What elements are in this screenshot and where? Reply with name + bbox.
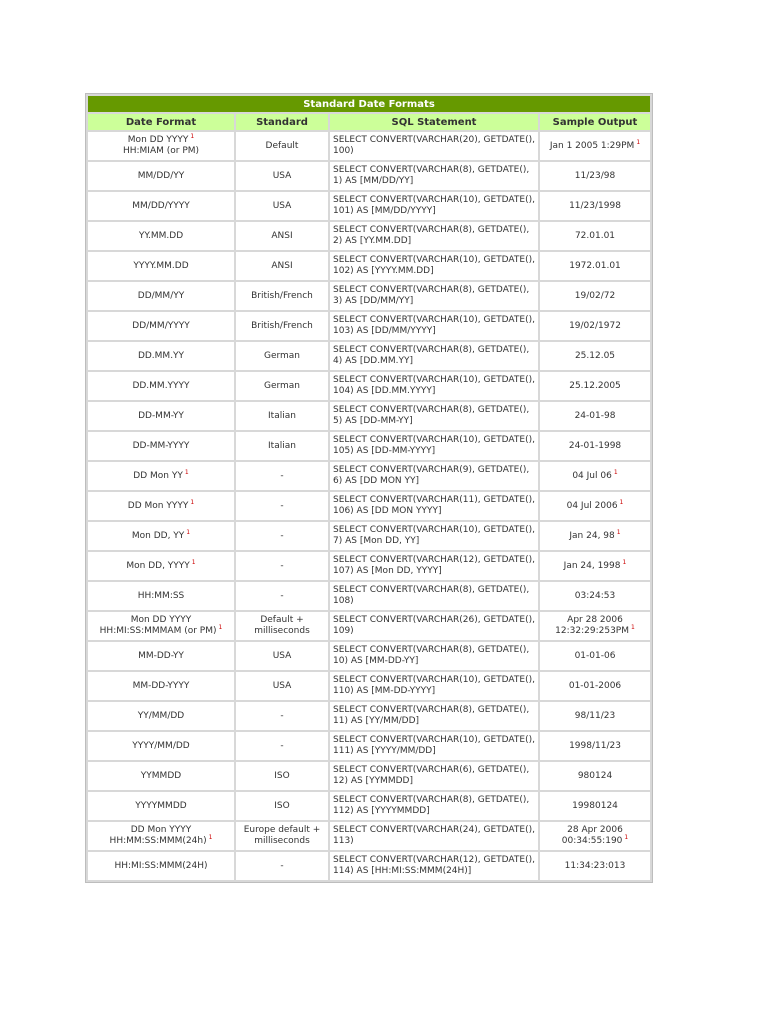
cell-sql-statement: SELECT CONVERT(VARCHAR(10), GETDATE(), 111) AS [YYYY/MM/DD]: [330, 732, 538, 760]
table-row: [88, 312, 650, 340]
sample-output-text: 980124: [577, 770, 613, 781]
cell-sql-statement: SELECT CONVERT(VARCHAR(10), GETDATE(), 101) AS [MM/DD/YYYY]: [330, 192, 538, 220]
standard-text: USA: [272, 650, 292, 661]
cell-sample-output: [540, 732, 650, 760]
cell-sql-statement: SELECT CONVERT(VARCHAR(6), GETDATE(), 12) AS [YYMMDD]: [330, 762, 538, 790]
cell-sample-output: [540, 642, 650, 670]
table-row: [88, 582, 650, 610]
table-row: [88, 612, 650, 640]
date-format-text: YYMMDD: [140, 770, 182, 781]
footnote-marker: 1: [190, 133, 195, 140]
cell-standard: [236, 642, 328, 670]
sample-output-line: [543, 411, 647, 422]
date-format-line: [91, 351, 231, 362]
date-format-text: HH:MI:SS:MMMAM (or PM): [99, 626, 217, 636]
cell-sample-output: [540, 822, 650, 850]
cell-sql-statement: SELECT CONVERT(VARCHAR(10), GETDATE(), 103) AS [DD/MM/YYYY]: [330, 312, 538, 340]
cell-sql-statement: SELECT CONVERT(VARCHAR(8), GETDATE(), 1) AS [MM/DD/YY]: [330, 162, 538, 190]
cell-sample-output: [540, 252, 650, 280]
sample-output-text: 25.12.2005: [569, 380, 621, 391]
date-format-line: [91, 291, 231, 302]
date-format-text: YYYYMMDD: [135, 800, 187, 811]
cell-standard: [236, 522, 328, 550]
cell-standard: [236, 762, 328, 790]
sample-output-line: [543, 626, 647, 637]
cell-date-format: [88, 852, 234, 880]
cell-sql-statement: SELECT CONVERT(VARCHAR(24), GETDATE(), 113): [330, 822, 538, 850]
cell-date-format: [88, 402, 234, 430]
cell-date-format: [88, 702, 234, 730]
date-formats-table: [85, 93, 653, 883]
standard-text: -: [280, 710, 284, 721]
sample-output-text: 11/23/1998: [569, 200, 621, 211]
date-format-text: DD.MM.YYYY: [132, 380, 190, 391]
cell-standard: [236, 582, 328, 610]
cell-sql-statement: SELECT CONVERT(VARCHAR(8), GETDATE(), 112) AS [YYYYMMDD]: [330, 792, 538, 820]
table-row: [88, 252, 650, 280]
date-format-line: [91, 615, 231, 626]
standard-text: USA: [272, 170, 292, 181]
standard-text: ISO: [274, 770, 290, 781]
standard-text: Europe default +: [243, 825, 321, 835]
sample-output-text: Jan 24, 98: [569, 530, 615, 541]
cell-standard: [236, 222, 328, 250]
standard-text: -: [280, 740, 284, 751]
date-format-line: [91, 498, 231, 512]
date-format-line: [91, 146, 231, 157]
standard-text: German: [263, 380, 301, 391]
standard-text: -: [280, 560, 284, 571]
cell-standard: [236, 252, 328, 280]
date-format-line: [91, 201, 231, 212]
cell-standard: [236, 702, 328, 730]
cell-sample-output: [540, 582, 650, 610]
sample-output-line: [543, 351, 647, 362]
date-format-line: [91, 261, 231, 272]
footnote-marker: 1: [622, 558, 627, 566]
cell-date-format: [88, 252, 234, 280]
table-row: [88, 372, 650, 400]
cell-sql-statement: SELECT CONVERT(VARCHAR(8), GETDATE(), 3) AS [DD/MM/YY]: [330, 282, 538, 310]
cell-sample-output: [540, 402, 650, 430]
sample-output-line: [543, 771, 647, 782]
table-row: [88, 852, 650, 880]
table-row: [88, 432, 650, 460]
cell-standard: [236, 852, 328, 880]
cell-date-format: [88, 522, 234, 550]
sample-output-text: 11:34:23:013: [564, 860, 626, 871]
sample-output-text: 72.01.01: [574, 230, 616, 241]
cell-sample-output: [540, 522, 650, 550]
sample-output-line: [543, 836, 647, 847]
footnote-marker: 1: [624, 834, 629, 841]
footnote-marker: 1: [616, 528, 621, 536]
footnote-marker: 1: [208, 834, 213, 841]
sample-output-line: [543, 261, 647, 272]
standard-text: -: [280, 590, 284, 601]
standard-text: ANSI: [271, 260, 293, 271]
cell-standard: [236, 672, 328, 700]
sample-output-text: 11/23/98: [574, 170, 616, 181]
cell-sample-output: [540, 492, 650, 520]
footnote-marker: 1: [190, 498, 195, 506]
date-format-line: [91, 836, 231, 847]
cell-standard: [236, 372, 328, 400]
date-format-text: MM/DD/YY: [137, 170, 185, 181]
date-format-text: YYYY.MM.DD: [133, 260, 189, 271]
sample-output-line: [543, 651, 647, 662]
cell-date-format: [88, 372, 234, 400]
cell-standard: [236, 822, 328, 850]
standard-text: USA: [272, 200, 292, 211]
cell-sql-statement: SELECT CONVERT(VARCHAR(12), GETDATE(), 114) AS [HH:MI:SS:MMM(24H)]: [330, 852, 538, 880]
date-format-line: [91, 558, 231, 572]
cell-standard: [236, 282, 328, 310]
sample-output-line: [543, 528, 647, 542]
cell-date-format: [88, 642, 234, 670]
sample-output-text: 1972.01.01: [569, 260, 621, 271]
table-row: [88, 552, 650, 580]
table-row: [88, 162, 650, 190]
cell-date-format: [88, 282, 234, 310]
cell-sample-output: [540, 312, 650, 340]
sample-output-text: 24-01-98: [574, 410, 616, 421]
table-row: [88, 282, 650, 310]
cell-sql-statement: SELECT CONVERT(VARCHAR(8), GETDATE(), 108): [330, 582, 538, 610]
standard-text: British/French: [251, 290, 313, 301]
table-row: [88, 672, 650, 700]
cell-date-format: [88, 762, 234, 790]
date-format-text: HH:MIAM (or PM): [122, 146, 200, 156]
cell-sql-statement: SELECT CONVERT(VARCHAR(8), GETDATE(), 2) AS [YY.MM.DD]: [330, 222, 538, 250]
footnote-marker: 1: [191, 558, 196, 566]
date-format-line: [91, 711, 231, 722]
footnote-marker: 1: [218, 624, 223, 631]
standard-text: -: [280, 470, 284, 481]
cell-date-format: [88, 552, 234, 580]
cell-sample-output: [540, 372, 650, 400]
cell-date-format: [88, 672, 234, 700]
table-title: Standard Date Formats: [88, 96, 650, 112]
date-format-text: DD-MM-YY: [138, 410, 184, 421]
date-format-line: [91, 626, 231, 637]
cell-sql-statement: SELECT CONVERT(VARCHAR(26), GETDATE(), 109): [330, 612, 538, 640]
footnote-marker: 1: [613, 468, 618, 476]
cell-sql-statement: SELECT CONVERT(VARCHAR(20), GETDATE(), 100): [330, 132, 538, 160]
sample-output-text: Jan 1 2005 1:29PM: [549, 140, 635, 151]
date-format-text: MM-DD-YYYY: [132, 680, 190, 691]
sample-output-text: 04 Jul 06: [572, 470, 612, 481]
date-format-text: DD Mon YYYY: [130, 825, 192, 835]
cell-sample-output: [540, 552, 650, 580]
sample-output-line: [543, 231, 647, 242]
cell-standard: [236, 162, 328, 190]
sample-output-line: [543, 321, 647, 332]
sample-output-line: [543, 201, 647, 212]
cell-standard: [236, 312, 328, 340]
date-format-line: [91, 591, 231, 602]
cell-sql-statement: SELECT CONVERT(VARCHAR(10), GETDATE(), 7) AS [Mon DD, YY]: [330, 522, 538, 550]
date-format-line: [91, 411, 231, 422]
sample-output-text: 25.12.05: [574, 350, 616, 361]
date-formats-table-container: [85, 93, 651, 883]
sample-output-text: 98/11/23: [574, 710, 616, 721]
cell-sql-statement: SELECT CONVERT(VARCHAR(9), GETDATE(), 6) AS [DD MON YY]: [330, 462, 538, 490]
cell-sample-output: [540, 342, 650, 370]
date-format-text: YYYY/MM/DD: [132, 740, 190, 751]
table-body: [88, 132, 650, 880]
table-row: [88, 132, 650, 160]
cell-date-format: [88, 462, 234, 490]
sample-output-line: [543, 591, 647, 602]
standard-text: USA: [272, 680, 292, 691]
table-row: [88, 762, 650, 790]
date-format-line: [91, 468, 231, 482]
standard-text: ANSI: [271, 230, 293, 241]
cell-date-format: [88, 222, 234, 250]
cell-standard: [236, 402, 328, 430]
table-row: [88, 822, 650, 850]
cell-date-format: [88, 432, 234, 460]
cell-sql-statement: SELECT CONVERT(VARCHAR(8), GETDATE(), 4) AS [DD.MM.YY]: [330, 342, 538, 370]
header-standard: Standard: [236, 114, 328, 130]
date-format-line: [91, 651, 231, 662]
sample-output-text: 01-01-2006: [568, 680, 622, 691]
sample-output-line: [543, 825, 647, 836]
date-format-text: YY.MM.DD: [138, 230, 184, 241]
cell-date-format: [88, 582, 234, 610]
cell-sample-output: [540, 432, 650, 460]
standard-text: Default +: [260, 615, 304, 625]
date-format-text: MM/DD/YYYY: [132, 200, 190, 211]
date-format-line: [91, 741, 231, 752]
standard-text: milliseconds: [254, 836, 310, 846]
standard-text: Italian: [268, 440, 296, 451]
table-row: [88, 462, 650, 490]
standard-text: German: [263, 350, 301, 361]
cell-sql-statement: SELECT CONVERT(VARCHAR(8), GETDATE(), 10) AS [MM-DD-YY]: [330, 642, 538, 670]
date-format-text: DD/MM/YYYY: [132, 320, 190, 331]
date-format-line: [91, 321, 231, 332]
sample-output-text: 19/02/72: [574, 290, 616, 301]
cell-standard: [236, 432, 328, 460]
cell-sample-output: [540, 192, 650, 220]
sample-output-text: 19/02/1972: [569, 320, 621, 331]
table-row: [88, 642, 650, 670]
header-sample-output: Sample Output: [540, 114, 650, 130]
sample-output-line: [543, 498, 647, 512]
sample-output-line: [543, 291, 647, 302]
date-format-line: [91, 801, 231, 812]
table-row: [88, 492, 650, 520]
standard-text: British/French: [251, 320, 313, 331]
date-format-text: DD.MM.YY: [137, 350, 185, 361]
standard-text: Default: [265, 140, 299, 151]
standard-text: ISO: [274, 800, 290, 811]
cell-sample-output: [540, 162, 650, 190]
cell-sample-output: [540, 702, 650, 730]
cell-sql-statement: SELECT CONVERT(VARCHAR(10), GETDATE(), 105) AS [DD-MM-YYYY]: [330, 432, 538, 460]
cell-sample-output: [540, 612, 650, 640]
date-format-line: [91, 861, 231, 872]
date-format-line: [91, 681, 231, 692]
sample-output-line: [543, 801, 647, 812]
cell-sql-statement: SELECT CONVERT(VARCHAR(8), GETDATE(), 11) AS [YY/MM/DD]: [330, 702, 538, 730]
standard-text: -: [280, 500, 284, 511]
sample-output-text: 03:24:53: [574, 590, 616, 601]
cell-date-format: [88, 732, 234, 760]
cell-sql-statement: SELECT CONVERT(VARCHAR(10), GETDATE(), 102) AS [YYYY.MM.DD]: [330, 252, 538, 280]
footnote-marker: 1: [184, 468, 189, 476]
cell-sample-output: [540, 222, 650, 250]
cell-standard: [236, 492, 328, 520]
cell-date-format: [88, 822, 234, 850]
standard-text: -: [280, 530, 284, 541]
table-row: [88, 342, 650, 370]
table-row: [88, 192, 650, 220]
sample-output-line: [543, 171, 647, 182]
date-format-line: [91, 171, 231, 182]
cell-standard: [236, 132, 328, 160]
date-format-line: [91, 441, 231, 452]
table-row: [88, 522, 650, 550]
date-format-text: DD-MM-YYYY: [132, 440, 190, 451]
date-format-text: HH:MM:SS: [137, 590, 185, 601]
cell-standard: [236, 792, 328, 820]
sample-output-line: [543, 711, 647, 722]
sample-output-text: Jan 24, 1998: [563, 560, 621, 571]
cell-sample-output: [540, 792, 650, 820]
date-format-line: [91, 381, 231, 392]
standard-text: -: [280, 860, 284, 871]
date-format-text: Mon DD YYYY: [127, 135, 189, 145]
cell-standard: [236, 732, 328, 760]
cell-standard: [236, 192, 328, 220]
sample-output-text: 01-01-06: [574, 650, 616, 661]
header-sql-statement: SQL Statement: [330, 114, 538, 130]
sample-output-text: 19980124: [572, 800, 618, 811]
cell-sample-output: [540, 282, 650, 310]
sample-output-text: 04 Jul 2006: [566, 500, 618, 511]
footnote-marker: 1: [631, 624, 635, 631]
sample-output-line: [543, 468, 647, 482]
sample-output-text: 24-01-1998: [568, 440, 622, 451]
header-date-format: Date Format: [88, 114, 234, 130]
cell-date-format: [88, 492, 234, 520]
sample-output-line: [543, 441, 647, 452]
table-row: [88, 792, 650, 820]
date-format-line: [91, 231, 231, 242]
cell-date-format: [88, 342, 234, 370]
date-format-text: Mon DD, YYYY: [126, 560, 190, 571]
cell-standard: [236, 612, 328, 640]
date-format-text: Mon DD YYYY: [130, 615, 192, 625]
table-row: [88, 732, 650, 760]
date-format-text: YY/MM/DD: [137, 710, 185, 721]
date-format-text: DD Mon YY: [133, 470, 183, 481]
cell-sql-statement: SELECT CONVERT(VARCHAR(8), GETDATE(), 5) AS [DD-MM-YY]: [330, 402, 538, 430]
cell-sample-output: [540, 132, 650, 160]
sample-output-text: Apr 28 2006: [567, 615, 623, 625]
sample-output-line: [543, 861, 647, 872]
sample-output-text: 00:34:55:190: [561, 836, 623, 846]
table-row: [88, 702, 650, 730]
sample-output-line: [543, 381, 647, 392]
standard-text: milliseconds: [254, 626, 310, 636]
cell-sql-statement: SELECT CONVERT(VARCHAR(11), GETDATE(), 106) AS [DD MON YYYY]: [330, 492, 538, 520]
sample-output-line: [543, 138, 647, 152]
date-format-text: Mon DD, YY: [131, 530, 185, 541]
sample-output-line: [543, 681, 647, 692]
sample-output-text: 1998/11/23: [569, 740, 621, 751]
date-format-text: HH:MM:SS:MMM(24h): [109, 836, 207, 846]
table-row: [88, 402, 650, 430]
cell-date-format: [88, 192, 234, 220]
sample-output-text: 28 Apr 2006: [567, 825, 623, 835]
cell-sample-output: [540, 462, 650, 490]
date-format-text: MM-DD-YY: [138, 650, 184, 661]
date-format-text: DD Mon YYYY: [127, 500, 189, 511]
date-format-text: DD/MM/YY: [137, 290, 185, 301]
cell-sample-output: [540, 762, 650, 790]
cell-date-format: [88, 792, 234, 820]
date-format-line: [91, 135, 231, 146]
footnote-marker: 1: [186, 528, 191, 536]
cell-date-format: [88, 612, 234, 640]
cell-standard: [236, 552, 328, 580]
sample-output-text: 12:32:29:253PM: [555, 626, 629, 636]
cell-sql-statement: SELECT CONVERT(VARCHAR(10), GETDATE(), 104) AS [DD.MM.YYYY]: [330, 372, 538, 400]
sample-output-line: [543, 558, 647, 572]
cell-date-format: [88, 162, 234, 190]
standard-text: Italian: [268, 410, 296, 421]
cell-sample-output: [540, 852, 650, 880]
table-row: [88, 222, 650, 250]
footnote-marker: 1: [619, 498, 624, 506]
cell-date-format: [88, 132, 234, 160]
cell-date-format: [88, 312, 234, 340]
cell-standard: [236, 342, 328, 370]
cell-sample-output: [540, 672, 650, 700]
date-format-line: [91, 528, 231, 542]
cell-sql-statement: SELECT CONVERT(VARCHAR(10), GETDATE(), 110) AS [MM-DD-YYYY]: [330, 672, 538, 700]
cell-sql-statement: SELECT CONVERT(VARCHAR(12), GETDATE(), 107) AS [Mon DD, YYYY]: [330, 552, 538, 580]
date-format-text: HH:MI:SS:MMM(24H): [114, 860, 208, 871]
cell-standard: [236, 462, 328, 490]
date-format-line: [91, 771, 231, 782]
footnote-marker: 1: [636, 138, 641, 146]
sample-output-line: [543, 741, 647, 752]
